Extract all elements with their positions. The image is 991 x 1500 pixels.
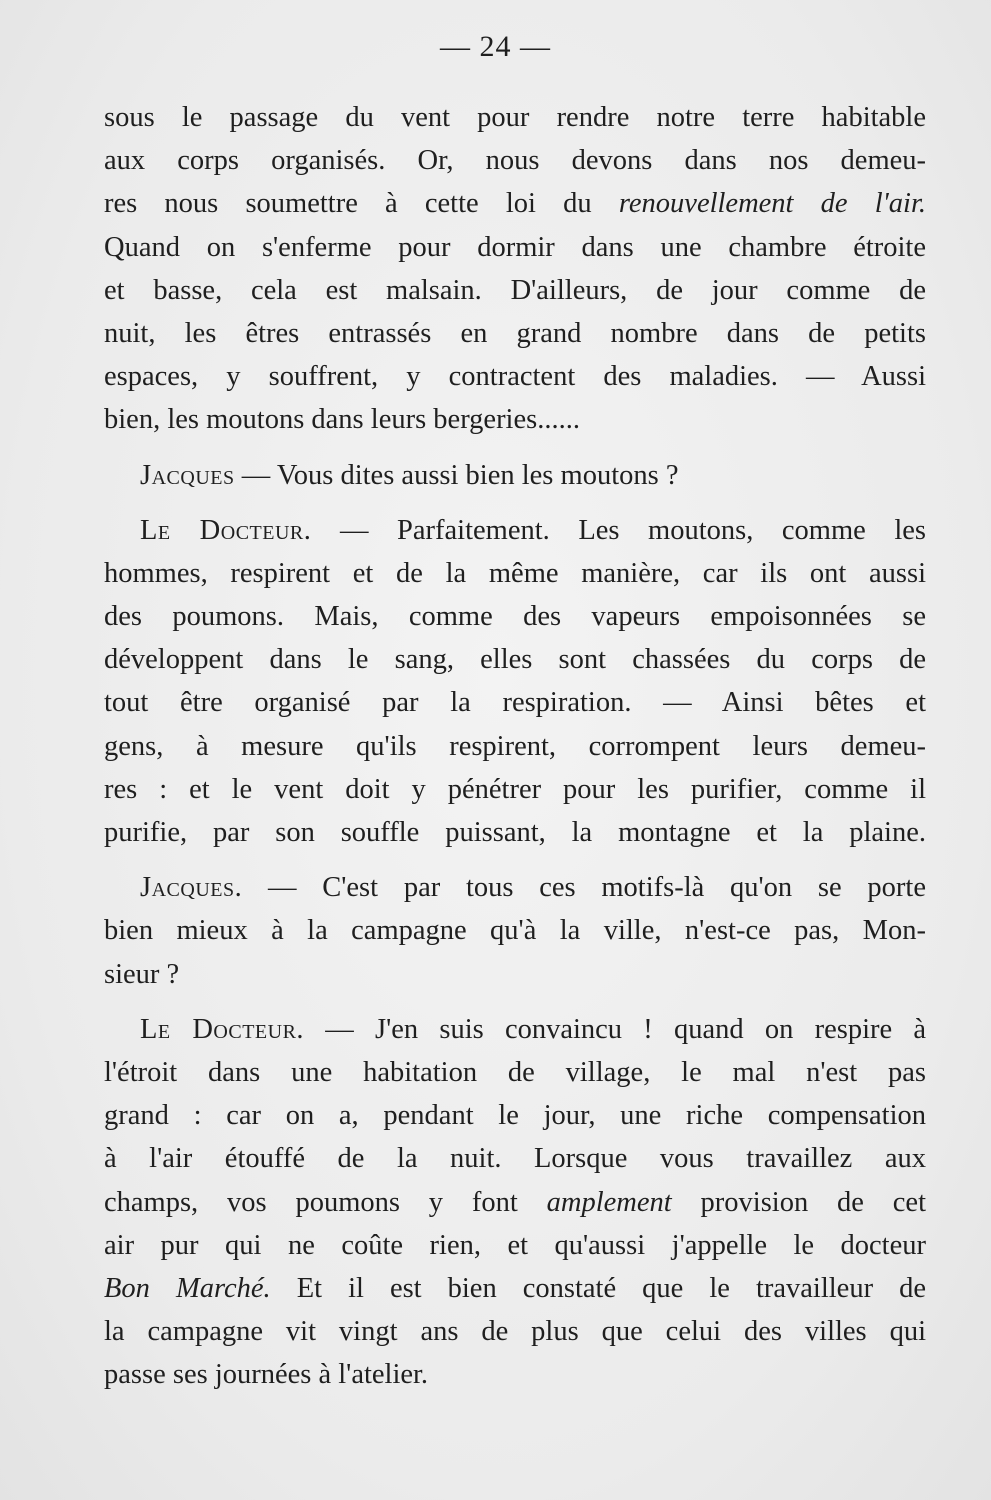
paragraph-gap — [104, 854, 926, 866]
text-line: grand : car on a, pendant le jour, une riche compensation — [104, 1100, 926, 1132]
text-line — [104, 509, 926, 552]
text-segment: — Vous dites aussi bien les moutons ? — [241, 459, 679, 491]
text-line: aux corps organisés. Or, nous devons dans nos demeu- — [104, 145, 926, 177]
text-line: tout être organisé par la respiration. — Ainsi bêtes et — [104, 687, 926, 719]
text-segment: Et il est bien constaté que le travailleur de — [296, 1272, 927, 1304]
page-number: — 24 — — [440, 30, 551, 63]
text-line: développent dans le sang, elles sont chassées du corps de — [104, 644, 926, 676]
text-line: nuit, les êtres entrassés en grand nombre dans de petits — [104, 317, 926, 349]
text-line: hommes, respirent et de la même manière, car ils ont aussi — [104, 557, 926, 589]
text-line — [104, 1181, 926, 1224]
text-segment: provision de cet — [700, 1186, 927, 1218]
text-line: des poumons. Mais, comme des vapeurs empoisonnées se — [104, 601, 926, 633]
text-segment: champs, vos poumons y font — [104, 1186, 518, 1218]
text-line — [104, 866, 926, 909]
text-line: sieur ? — [104, 958, 180, 990]
speaker-name: Le Docteur. — [140, 514, 312, 546]
text-segment: — Parfaitement. Les moutons, comme les — [339, 514, 926, 546]
emphasis-text: Bon Marché. — [104, 1272, 271, 1304]
text-line: gens, à mesure qu'ils respirent, corrompent leurs demeu- — [104, 730, 926, 762]
text-line: air pur qui ne coûte rien, et qu'aussi j'appelle le docteur — [104, 1229, 926, 1261]
speaker-name: Le Docteur. — [140, 1013, 305, 1045]
paragraph-gap — [104, 996, 926, 1008]
text-line: la campagne vit vingt ans de plus que celui des villes qui — [104, 1316, 926, 1348]
text-line: bien mieux à la campagne qu'à la ville, n'est-ce pas, Mon- — [104, 915, 926, 947]
emphasis-text: amplement — [546, 1186, 672, 1218]
paragraph-gap — [104, 497, 926, 509]
paragraph-gap — [104, 442, 926, 454]
text-line: et basse, cela est malsain. D'ailleurs, de jour comme de — [104, 274, 926, 306]
text-line — [104, 1267, 926, 1310]
text-line: à l'air étouffé de la nuit. Lorsque vous travaillez aux — [104, 1143, 926, 1175]
body-text — [104, 96, 926, 1396]
text-line: res : et le vent doit y pénétrer pour les purifier, comme il — [104, 773, 926, 805]
text-line — [104, 1008, 926, 1051]
speaker-name: Jacques — [140, 459, 235, 491]
text-line — [104, 454, 926, 497]
text-line: espaces, y souffrent, y contractent des maladies. — Aussi — [104, 361, 926, 393]
text-line: l'étroit dans une habitation de village, le mal n'est pas — [104, 1056, 926, 1088]
text-line: bien, les moutons dans leurs bergeries...... — [104, 404, 580, 436]
emphasis-text: renouvellement de l'air. — [618, 188, 927, 220]
text-line — [104, 182, 926, 225]
text-segment: — C'est par tous ces motifs-là qu'on se porte — [268, 872, 926, 904]
text-segment: res nous soumettre à cette loi du — [104, 188, 592, 220]
speaker-name: Jacques. — [140, 872, 243, 904]
text-line: purifie, par son souffle puissant, la montagne et la plaine. — [104, 817, 926, 848]
text-line: Quand on s'enferme pour dormir dans une chambre étroite — [104, 231, 926, 263]
text-segment: — J'en suis convaincu ! quand on respire à — [325, 1013, 926, 1045]
text-line: sous le passage du vent pour rendre notre terre habitable — [104, 102, 926, 133]
text-line: passe ses journées à l'atelier. — [104, 1359, 429, 1391]
